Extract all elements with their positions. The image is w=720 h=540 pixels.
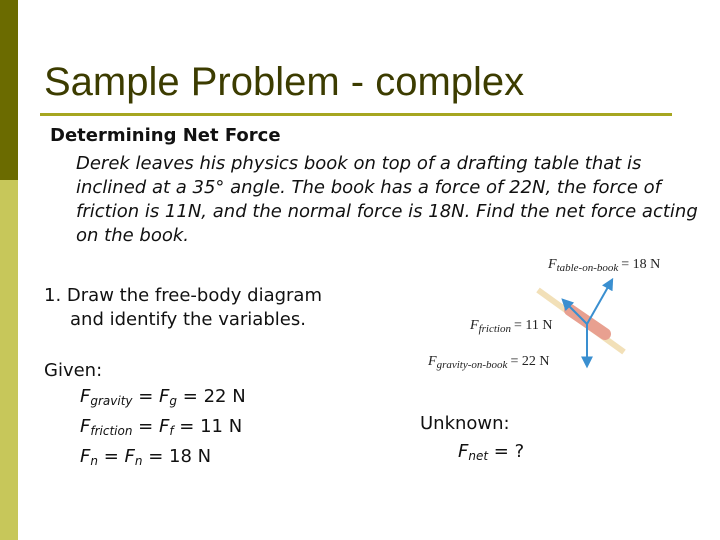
force-subscript: gravity: [90, 394, 133, 408]
problem-statement: Derek leaves his physics book on top of a drafting table that is inclined at a 35° angle. The book has a force of 22N, the force of friction is 11N, and the normal force is 18N. Find the net force acting on the book.: [76, 153, 698, 246]
force-symbol: F: [80, 446, 91, 467]
step-line-1: Draw the free-body diagram: [66, 285, 322, 306]
given-row-friction: $F_{friction} = F_f = 11$ N: [80, 416, 243, 438]
force-value: = 18 N: [148, 446, 212, 467]
normal-force-label: $F_{table-on-book} = 18$ N: [548, 257, 661, 274]
given-row-normal: $F_n = F_n = 18$ N: [80, 446, 212, 468]
force-value: = 22 N: [182, 386, 246, 407]
friction-force-label: $F_{friction} = 11$ N: [470, 318, 553, 335]
given-block: [44, 358, 246, 474]
force-subscript: g: [169, 394, 178, 408]
unknown-block: [420, 410, 524, 470]
force-symbol: F: [158, 416, 170, 437]
normal-force-arrow: [587, 280, 612, 324]
unknown-label: Unknown:: [420, 413, 510, 434]
given-label: Given:: [44, 360, 103, 381]
section-heading: Determining Net Force: [50, 125, 281, 146]
gravity-force-label: $F_{gravity-on-book} = 22$ N: [428, 354, 550, 371]
force-subscript: net: [468, 449, 489, 463]
force-value: = ?: [493, 441, 525, 462]
force-symbol: F: [80, 416, 91, 437]
force-subscript: n: [90, 454, 98, 468]
force-symbol: F: [124, 446, 135, 467]
free-body-diagram: [420, 248, 710, 388]
accent-bar-dark: [0, 0, 18, 180]
force-subscript: f: [169, 424, 174, 438]
force-subscript: friction: [90, 424, 133, 438]
slide-title: Sample Problem - complex: [44, 60, 525, 104]
step-instruction: [44, 284, 384, 332]
force-symbol: F: [80, 386, 91, 407]
force-symbol: F: [159, 386, 170, 407]
force-subscript: n: [134, 454, 143, 468]
force-symbol: F: [458, 441, 469, 462]
title-underline: [40, 113, 672, 116]
unknown-row-net: [420, 438, 524, 470]
step-line-2: and identify the variables.: [70, 309, 306, 330]
given-row-gravity: $F_{gravity} = F_g = 22$ N: [80, 386, 246, 408]
step-number: 1.: [44, 285, 62, 306]
force-value: = 11 N: [179, 416, 243, 437]
accent-bar-light: [0, 180, 18, 540]
